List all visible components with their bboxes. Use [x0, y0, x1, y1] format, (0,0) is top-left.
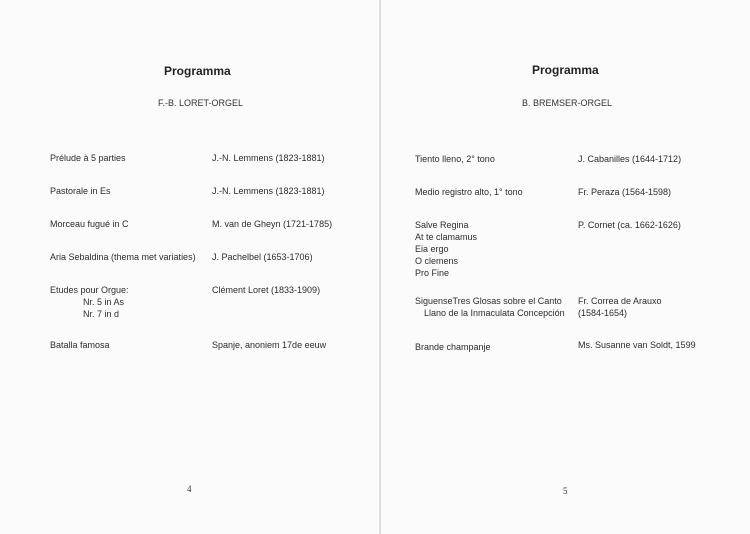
program-piece: Morceau fugué in C [50, 219, 129, 229]
program-piece-line: Pro Fine [415, 268, 450, 278]
program-composer: J. Pachelbel (1653-1706) [212, 252, 313, 262]
program-composer-line: (1584-1654) [578, 308, 628, 318]
program-piece-line: Nr. 5 in As [83, 297, 125, 307]
program-composer: Fr. Correa de Arauxo [578, 296, 662, 306]
right-page-number: 5 [563, 486, 568, 496]
program-piece-line: Llano de la Inmaculata Concepción [424, 308, 565, 318]
program-composer: Ms. Susanne van Soldt, 1599 [578, 340, 696, 350]
right-subtitle: B. BREMSER-ORGEL [522, 98, 613, 108]
program-piece: Batalla famosa [50, 340, 110, 350]
program-composer: Fr. Peraza (1564-1598) [578, 187, 672, 197]
program-composer: M. van de Gheyn (1721-1785) [212, 219, 333, 229]
program-composer: Clément Loret (1833-1909) [212, 285, 321, 295]
program-composer: Spanje, anoniem 17de eeuw [212, 340, 327, 350]
left-subtitle: F.-B. LORET-ORGEL [158, 98, 244, 108]
program-piece-line: Nr. 7 in d [83, 309, 120, 319]
program-piece: SiguenseTres Glosas sobre el Canto [415, 296, 562, 306]
program-piece-line: Eia ergo [415, 244, 449, 254]
program-piece: Pastorale in Es [50, 186, 111, 196]
program-piece: Etudes pour Orgue: [50, 285, 129, 295]
program-piece: Brande champanje [415, 342, 491, 352]
program-piece: Salve Regina [415, 220, 469, 230]
left-page-number: 4 [187, 484, 192, 494]
program-composer: J.-N. Lemmens (1823-1881) [212, 186, 325, 196]
program-composer: J.-N. Lemmens (1823-1881) [212, 153, 325, 163]
page-fold [379, 0, 381, 534]
program-composer: P. Cornet (ca. 1662-1626) [578, 220, 681, 230]
program-piece: Aria Sebaldina (thema met variaties) [50, 252, 196, 262]
right-heading: Programma [532, 63, 599, 77]
left-heading: Programma [164, 64, 231, 78]
program-composer: J. Cabanilles (1644-1712) [578, 154, 682, 164]
program-piece-line: At te clamamus [415, 232, 478, 242]
program-piece: Tiento lleno, 2° tono [415, 154, 495, 164]
program-piece: Medio registro alto, 1° tono [415, 187, 523, 197]
program-piece-line: O clemens [415, 256, 459, 266]
program-piece: Prélude à 5 parties [50, 153, 126, 163]
